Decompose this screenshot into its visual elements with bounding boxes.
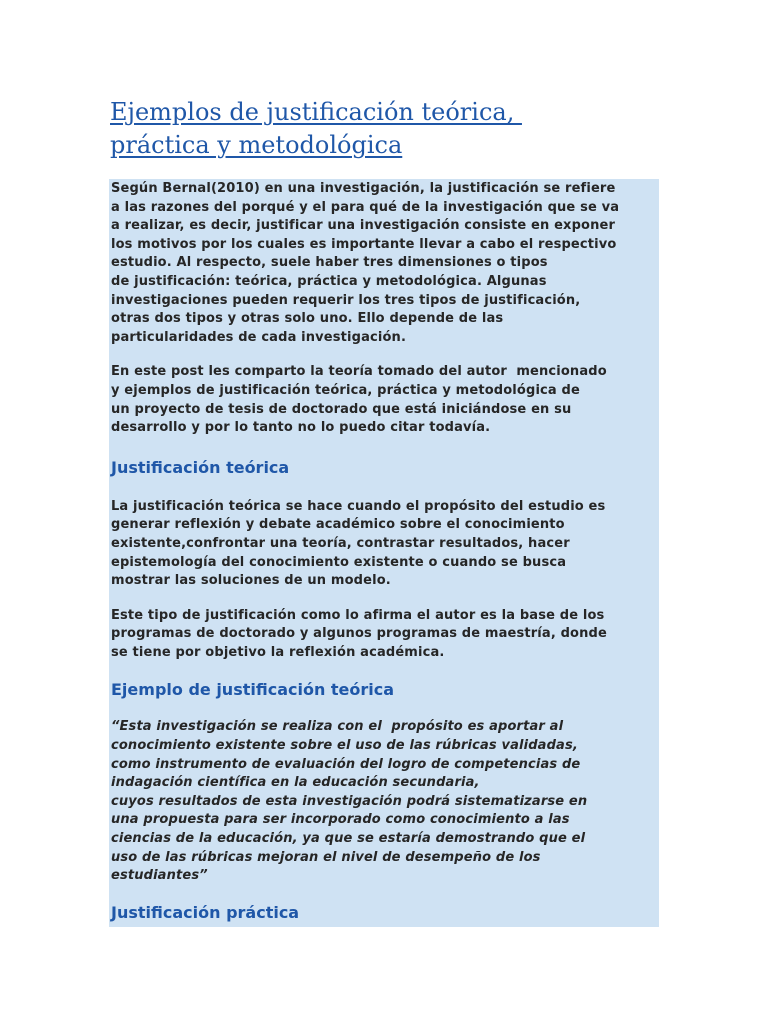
text-line: generar reflexión y debate académico sobre el conocimiento bbox=[111, 517, 565, 533]
section-heading-theoretical: Justificación teórica bbox=[111, 457, 290, 477]
highlighted-content-block bbox=[109, 179, 659, 927]
text-line: Este tipo de justificación como lo afirma el autor es la base de los bbox=[111, 607, 605, 623]
text-line: a las razones del porqué y el para qué de la investigación que se va bbox=[111, 199, 620, 215]
quote-theoretical-example bbox=[109, 718, 659, 885]
text-line: una propuesta para ser incorporado como conocimiento a las bbox=[111, 812, 570, 828]
text-line: otras dos tipos y otras solo uno. Ello depende de las bbox=[111, 311, 504, 327]
text-line: programas de doctorado y algunos programas de maestría, donde bbox=[111, 626, 607, 642]
title-line-2[interactable]: práctica y metodológica bbox=[110, 131, 403, 159]
paragraph-theoretical-scope bbox=[109, 607, 659, 663]
section-heading-theoretical-example: Ejemplo de justificación teórica bbox=[111, 680, 395, 700]
text-line: como instrumento de evaluación del logro de competencias de bbox=[111, 756, 581, 772]
paragraph-post-description bbox=[109, 363, 659, 437]
text-line: desarrollo y por lo tanto no lo puedo citar todavía. bbox=[111, 420, 491, 436]
text-line: investigaciones pueden requerir los tres tipos de justificación, bbox=[111, 292, 581, 308]
text-line: indagación científica en la educación secundaria, bbox=[111, 775, 480, 791]
text-line: mostrar las soluciones de un modelo. bbox=[111, 573, 391, 589]
text-line: estudiantes” bbox=[111, 868, 208, 884]
text-line: En este post les comparto la teoría tomado del autor mencionado bbox=[111, 364, 607, 380]
text-line: estudio. Al respecto, suele haber tres dimensiones o tipos bbox=[111, 255, 548, 271]
text-line: ciencias de la educación, ya que se estaría demostrando que el bbox=[111, 831, 586, 847]
text-line: cuyos resultados de esta investigación podrá sistematizarse en bbox=[111, 793, 588, 809]
paragraph-theoretical-definition bbox=[109, 498, 659, 591]
text-line: a realizar, es decir, justificar una investigación consiste en exponer bbox=[111, 218, 616, 234]
title-line-1[interactable]: Ejemplos de justificación teórica, bbox=[110, 98, 522, 126]
section-heading-practical: Justificación práctica bbox=[111, 902, 300, 922]
text-line: conocimiento existente sobre el uso de las rúbricas validadas, bbox=[111, 738, 578, 754]
text-line: un proyecto de tesis de doctorado que está iniciándose en su bbox=[111, 401, 572, 417]
text-line: Según Bernal(2010) en una investigación, la justificación se refiere bbox=[111, 181, 616, 196]
text-line: epistemología del conocimiento existente o cuando se busca bbox=[111, 554, 567, 570]
text-line: y ejemplos de justificación teórica, práctica y metodológica de bbox=[111, 382, 580, 398]
text-line: los motivos por los cuales es importante llevar a cabo el respectivo bbox=[111, 236, 617, 252]
text-line: La justificación teórica se hace cuando el propósito del estudio es bbox=[111, 498, 606, 514]
text-line: “Esta investigación se realiza con el propósito es aportar al bbox=[111, 719, 564, 735]
text-line: se tiene por objetivo la reflexión académica. bbox=[111, 644, 445, 660]
document-title[interactable] bbox=[110, 96, 670, 162]
paragraph-introduction bbox=[109, 180, 659, 347]
text-line: de justificación: teórica, práctica y metodológica. Algunas bbox=[111, 273, 547, 289]
text-line: uso de las rúbricas mejoran el nivel de desempeño de los bbox=[111, 849, 541, 865]
text-line: existente,confrontar una teoría, contrastar resultados, hacer bbox=[111, 535, 570, 551]
text-line: particularidades de cada investigación. bbox=[111, 329, 407, 345]
